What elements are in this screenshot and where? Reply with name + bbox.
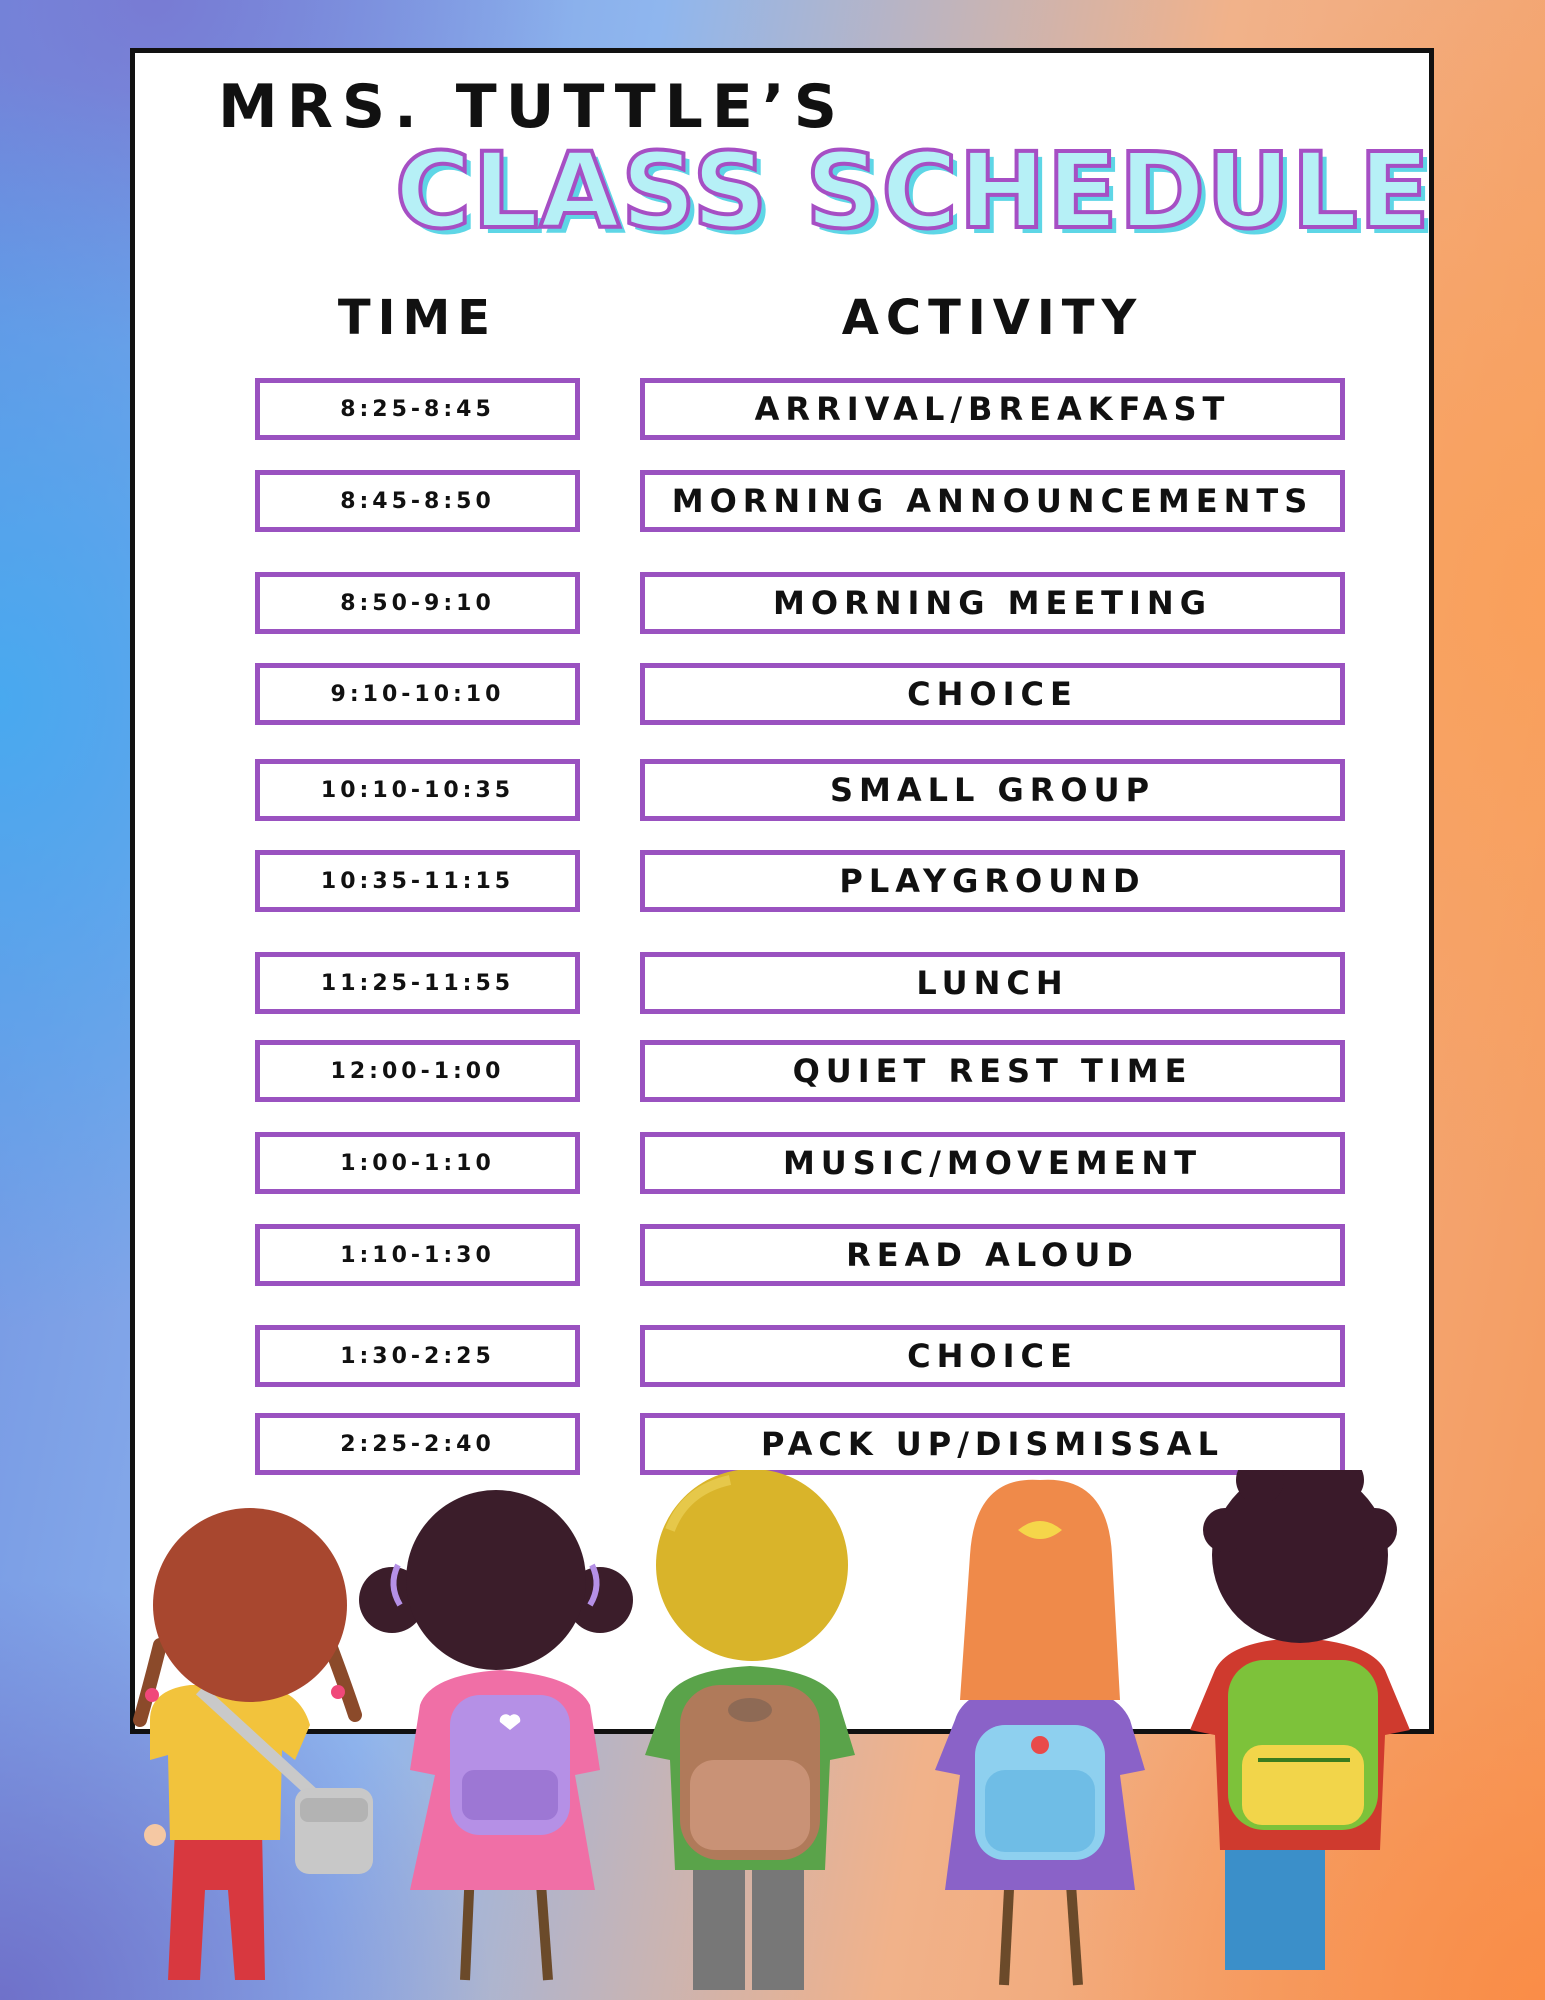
time-slot: 1:00-1:10: [255, 1132, 580, 1194]
activity-slot: SMALL GROUP: [640, 759, 1345, 821]
time-column-header: TIME: [337, 290, 498, 346]
schedule-row: [0, 378, 1545, 440]
activity-slot: READ ALOUD: [640, 1224, 1345, 1286]
schedule-row: [0, 470, 1545, 532]
time-slot: 11:25-11:55: [255, 952, 580, 1014]
time-slot: 1:10-1:30: [255, 1224, 580, 1286]
activity-slot: LUNCH: [640, 952, 1345, 1014]
schedule-row: [0, 850, 1545, 912]
time-slot: 10:35-11:15: [255, 850, 580, 912]
activity-column-header: ACTIVITY: [841, 290, 1144, 346]
schedule-row: [0, 1040, 1545, 1102]
activity-slot: CHOICE: [640, 1325, 1345, 1387]
children-illustration: [0, 1470, 1545, 2000]
activity-slot: PLAYGROUND: [640, 850, 1345, 912]
time-slot: 2:25-2:40: [255, 1413, 580, 1475]
child-with-green-backpack: [1190, 1470, 1410, 1970]
activity-slot: MORNING ANNOUNCEMENTS: [640, 470, 1345, 532]
schedule-row: [0, 1224, 1545, 1286]
activity-slot: MUSIC/MOVEMENT: [640, 1132, 1345, 1194]
activity-slot: ARRIVAL/BREAKFAST: [640, 378, 1345, 440]
time-slot: 8:25-8:45: [255, 378, 580, 440]
schedule-row: [0, 1413, 1545, 1475]
activity-slot: PACK UP/DISMISSAL: [640, 1413, 1345, 1475]
time-slot: 8:50-9:10: [255, 572, 580, 634]
activity-slot: CHOICE: [640, 663, 1345, 725]
page-title: CLASS SCHEDULE: [395, 130, 1431, 252]
child-with-brown-backpack: [645, 1470, 855, 1990]
time-slot: 10:10-10:35: [255, 759, 580, 821]
schedule-row: [0, 759, 1545, 821]
time-slot: 12:00-1:00: [255, 1040, 580, 1102]
time-slot: 8:45-8:50: [255, 470, 580, 532]
schedule-row: [0, 1325, 1545, 1387]
child-with-satchel: [140, 1508, 373, 1980]
time-slot: 1:30-2:25: [255, 1325, 580, 1387]
schedule-row: [0, 952, 1545, 1014]
teacher-name-heading: MRS. TUTTLE’S: [218, 72, 846, 142]
child-with-blue-backpack: [935, 1480, 1145, 1985]
child-with-purple-backpack: [359, 1490, 633, 1980]
time-slot: 9:10-10:10: [255, 663, 580, 725]
schedule-row: [0, 663, 1545, 725]
activity-slot: MORNING MEETING: [640, 572, 1345, 634]
activity-slot: QUIET REST TIME: [640, 1040, 1345, 1102]
schedule-row: [0, 1132, 1545, 1194]
schedule-row: [0, 572, 1545, 634]
